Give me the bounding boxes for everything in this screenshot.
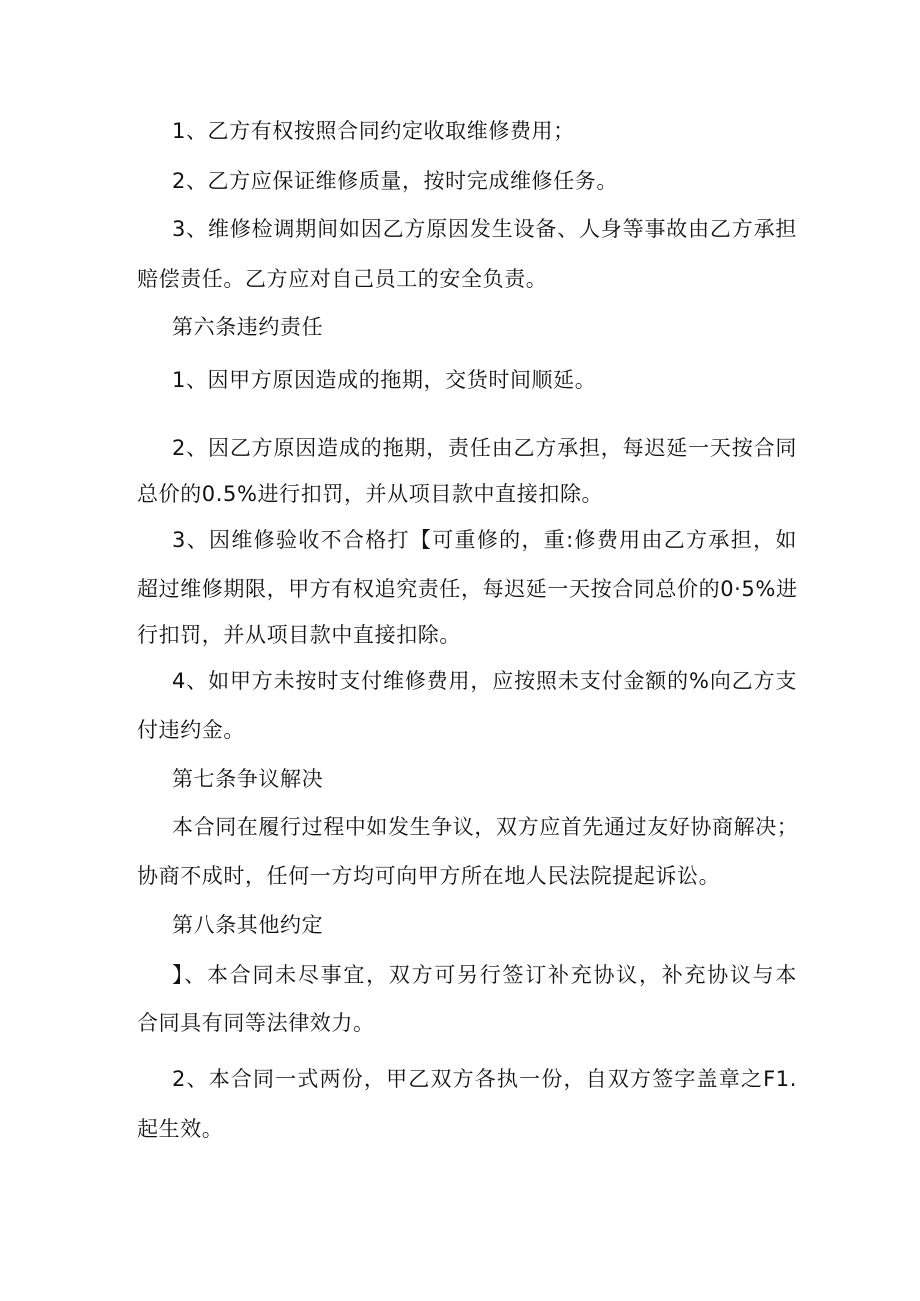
paragraph-line: 超过维修期限，甲方有权追究责任，每迟延一天按合同总价的0·5%进 <box>137 577 798 601</box>
paragraph-line: 总价的0.5%进行扣罚，并从项目款中直接扣除。 <box>137 482 604 506</box>
paragraph-line: 付违约金。 <box>137 718 245 742</box>
section-heading: 第六条违约责任 <box>172 315 324 339</box>
paragraph-line: 赔偿责任。乙方应对自己员工的安全负责。 <box>137 267 548 291</box>
paragraph-line: 起生效。 <box>137 1117 224 1141</box>
paragraph-line: 1、因甲方原因造成的拖期，交货时间顺延。 <box>172 368 597 392</box>
paragraph-line: 2、乙方应保证维修质量，按时完成维修任务。 <box>172 169 618 193</box>
paragraph-line: 3、维修检调期间如因乙方原因发生设备、人身等事故由乙方承担 <box>172 217 797 241</box>
paragraph-line: 2、因乙方原因造成的拖期，责任由乙方承担，每迟延一天按合同 <box>172 436 797 460</box>
paragraph-line: 4、如甲方未按时支付维修费用，应按照未支付金额的%向乙方支 <box>172 669 797 693</box>
paragraph-line: 3、因维修验收不合格打【可重修的，重:修费用由乙方承担，如 <box>172 528 797 552</box>
paragraph-line: 本合同在履行过程中如发生争议，双方应首先通过友好协商解决； <box>172 815 799 839</box>
section-heading: 第七条争议解决 <box>172 767 324 791</box>
paragraph-line: 】、本合同未尽事宜，双方可另行签订补充协议，补充协议与本 <box>172 963 797 987</box>
paragraph-line: 合同具有同等法律效力。 <box>137 1011 375 1035</box>
paragraph-line: 1、乙方有权按照合同约定收取维修费用； <box>172 119 575 143</box>
paragraph-line: 行扣罚，并从项目款中直接扣除。 <box>137 623 461 647</box>
section-heading: 第八条其他约定 <box>172 913 324 937</box>
paragraph-line: 协商不成时，任何一方均可向甲方所在地人民法院提起诉讼。 <box>137 864 721 888</box>
paragraph-line: 2、本合同一式两份，甲乙双方各执一份，自双方签字盖章之F1. <box>172 1067 797 1091</box>
